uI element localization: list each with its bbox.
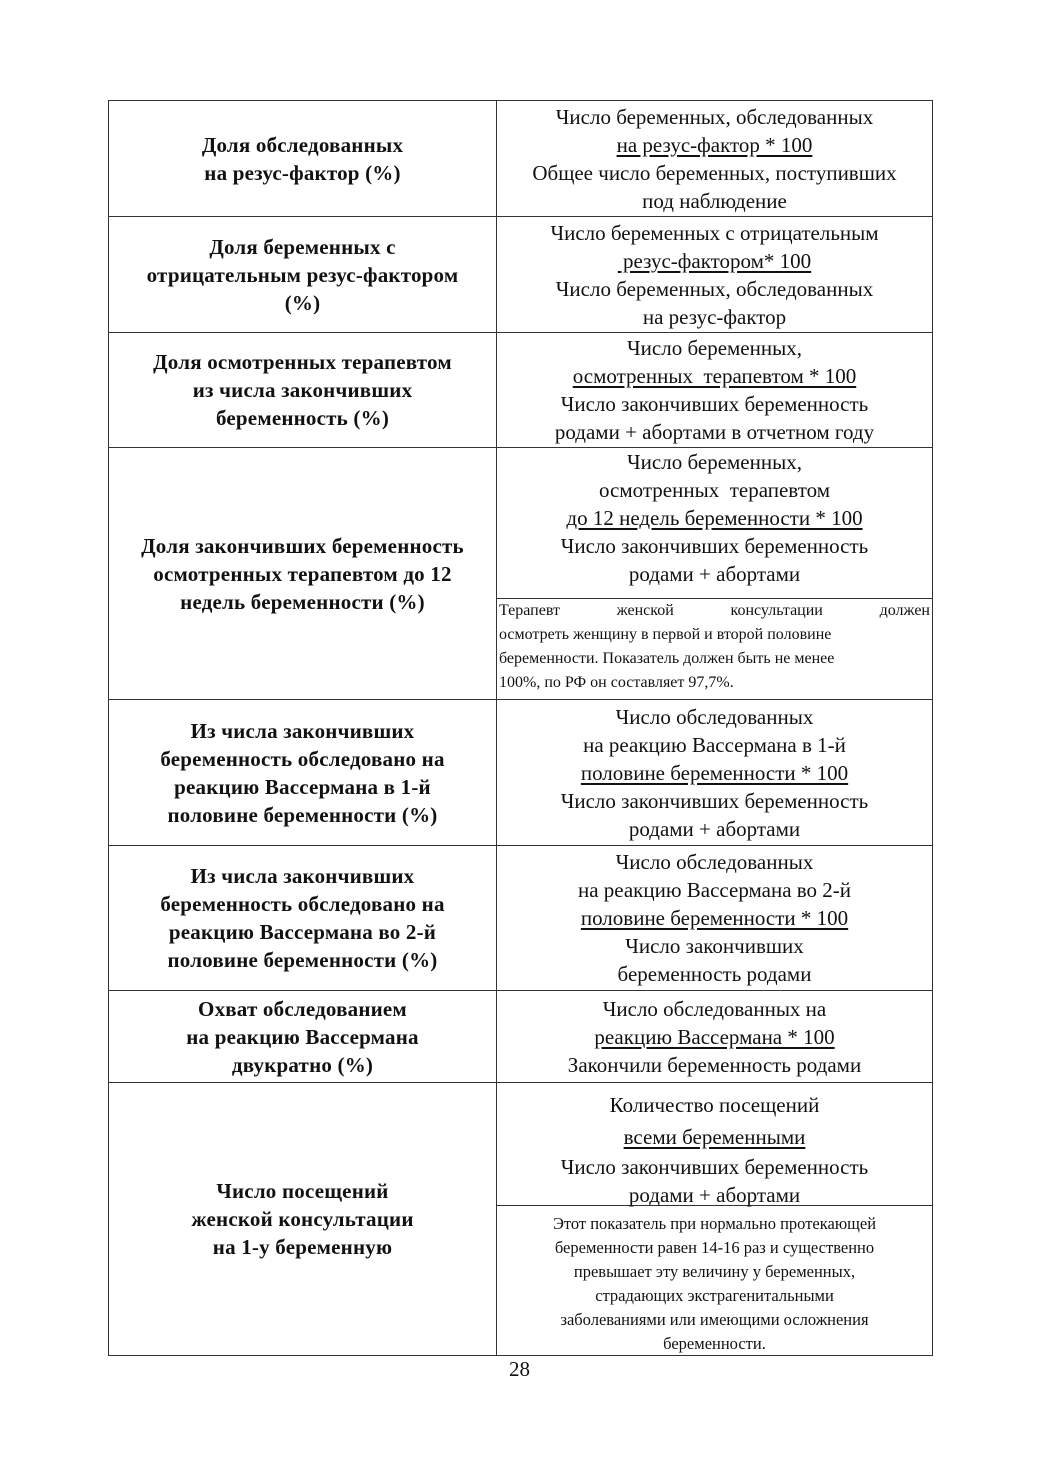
formula-numerator-underlined: осмотренных терапевтом * 100 (572, 364, 857, 388)
formula-numerator: Число беременных, (627, 336, 802, 360)
formula-denominator: Число закончивших беременность (560, 788, 869, 813)
indicator-name-line: Доля осмотренных терапевтом (153, 350, 452, 374)
formula-denominator: Число закончивших (625, 934, 804, 958)
formula-numerator: Число беременных с отрицательным (550, 220, 879, 245)
formula-numerator-underlined: половине беременности * 100 (580, 906, 849, 930)
formula-cell (497, 700, 933, 846)
formula-numerator: Число обследованных (615, 850, 814, 874)
formula-numerator: Число беременных, (627, 450, 802, 474)
indicator-name-line: (%) (284, 290, 321, 315)
table-row (109, 217, 933, 333)
formula-numerator: Число обследованных на (602, 996, 827, 1021)
indicator-note (497, 1205, 932, 1355)
table-row (109, 846, 933, 991)
indicator-name-line: на резус-фактор (%) (204, 160, 401, 185)
table-row (109, 101, 933, 217)
formula-cell (497, 101, 933, 217)
indicator-name-cell (109, 448, 497, 700)
indicator-name-line: Доля закончивших беременность (141, 533, 464, 558)
formula-denominator: на резус-фактор (642, 304, 787, 329)
table-row (109, 448, 933, 700)
formula-denominator: Число закончивших беременность (560, 534, 869, 558)
indicator-name-line: реакцию Вассермана в 1-й (174, 774, 431, 799)
formula-denominator: родами + абортами (628, 816, 801, 841)
formula-denominator: Число закончивших беременность (560, 392, 869, 416)
formula-denominator: под наблюдение (642, 188, 787, 213)
formula-cell (497, 991, 933, 1083)
note-line: осмотреть женщину в первой и второй половине (499, 626, 832, 643)
formula-denominator: родами + абортами (628, 1183, 801, 1207)
formula-numerator-underlined: резус-фактором* 100 (617, 248, 812, 273)
formula-numerator-underlined: реакцию Вассермана * 100 (594, 1024, 835, 1049)
table-row (109, 1083, 933, 1356)
formula-numerator-underlined: до 12 недель беременности * 100 (566, 506, 863, 530)
formula-cell (497, 448, 933, 700)
formula-denominator: Число закончивших беременность (560, 1155, 869, 1179)
formula-numerator-underlined: на резус-фактор * 100 (616, 132, 813, 157)
formula-cell (497, 217, 933, 333)
indicator-name-line: половине беременности (%) (167, 948, 438, 972)
formula-numerator: Число беременных, обследованных (555, 104, 874, 129)
formula-denominator: Число беременных, обследованных (555, 276, 874, 301)
note-line: беременности. (663, 1334, 766, 1353)
indicator-name-cell (109, 991, 497, 1083)
indicator-name-line: Охват обследованием (198, 996, 407, 1021)
indicator-name-cell (109, 217, 497, 333)
table-row (109, 991, 933, 1083)
indicator-name-line: беременность обследовано на (160, 892, 445, 916)
formula-denominator: Общее число беременных, поступивших (532, 160, 897, 185)
note-line: беременности. Показатель должен быть не менее (499, 650, 835, 667)
indicator-name-line: осмотренных терапевтом до 12 (153, 561, 452, 586)
formula-denominator: Закончили беременность родами (567, 1052, 862, 1077)
indicator-name-line: двукратно (%) (231, 1052, 374, 1077)
indicator-name-line: Число посещений (216, 1179, 389, 1203)
table-row (109, 700, 933, 846)
formula-numerator: Количество посещений (609, 1093, 820, 1117)
formula-denominator: родами + абортами (628, 562, 801, 586)
indicator-name-line: недель беременности (%) (180, 589, 425, 614)
formula-cell (497, 1083, 933, 1356)
formula-numerator: осмотренных терапевтом (599, 478, 830, 502)
indicator-name-line: Из числа закончивших (190, 718, 415, 743)
note-line: заболеваниями или имеющими осложнения (560, 1310, 869, 1329)
formula-numerator-underlined: всеми беременными (623, 1125, 806, 1149)
note-line: 100%, по РФ он составляет 97,7%. (499, 674, 734, 691)
note-line: Терапевт женской консультации должен (499, 602, 930, 619)
formula-numerator: на реакцию Вассермана во 2-й (577, 878, 852, 902)
formula-numerator: на реакцию Вассермана в 1-й (583, 732, 846, 757)
indicator-name-line: Доля беременных с (209, 234, 396, 259)
indicators-table (108, 100, 933, 1356)
indicator-name-line: беременность обследовано на (160, 746, 445, 771)
note-line: беременности равен 14-16 раз и существенно (554, 1238, 875, 1257)
indicator-name-line: Из числа закончивших (190, 864, 415, 888)
indicator-name-line: беременность (%) (215, 406, 390, 430)
table-row (109, 333, 933, 448)
indicator-name-cell (109, 700, 497, 846)
note-line: Этот показатель при нормально протекающей (552, 1214, 877, 1233)
indicator-name-cell (109, 846, 497, 991)
indicator-name-line: из числа закончивших (192, 378, 413, 402)
formula-denominator: родами + абортами в отчетном году (554, 420, 875, 444)
formula-denominator: беременность родами (617, 962, 812, 986)
page-number: 28 (509, 1357, 530, 1381)
note-line: превышает эту величину у беременных, (573, 1262, 856, 1281)
indicator-name-line: Доля обследованных (201, 132, 404, 157)
indicator-name-line: на реакцию Вассермана (186, 1024, 419, 1049)
indicator-name-line: отрицательным резус-фактором (146, 262, 459, 287)
formula-cell (497, 333, 933, 448)
indicator-name-line: женской консультации (191, 1207, 414, 1231)
formula-numerator: Число обследованных (615, 704, 814, 729)
note-line: страдающих экстрагенитальными (595, 1286, 834, 1305)
formula-cell (497, 846, 933, 991)
formula-numerator-underlined: половине беременности * 100 (580, 760, 849, 785)
indicator-name-line: реакцию Вассермана во 2-й (168, 920, 437, 944)
indicator-name-cell (109, 101, 497, 217)
indicator-name-cell (109, 1083, 497, 1356)
indicator-note (497, 598, 932, 699)
indicator-name-cell (109, 333, 497, 448)
indicator-name-line: на 1-у беременную (212, 1235, 393, 1259)
indicator-name-line: половине беременности (%) (167, 802, 438, 827)
